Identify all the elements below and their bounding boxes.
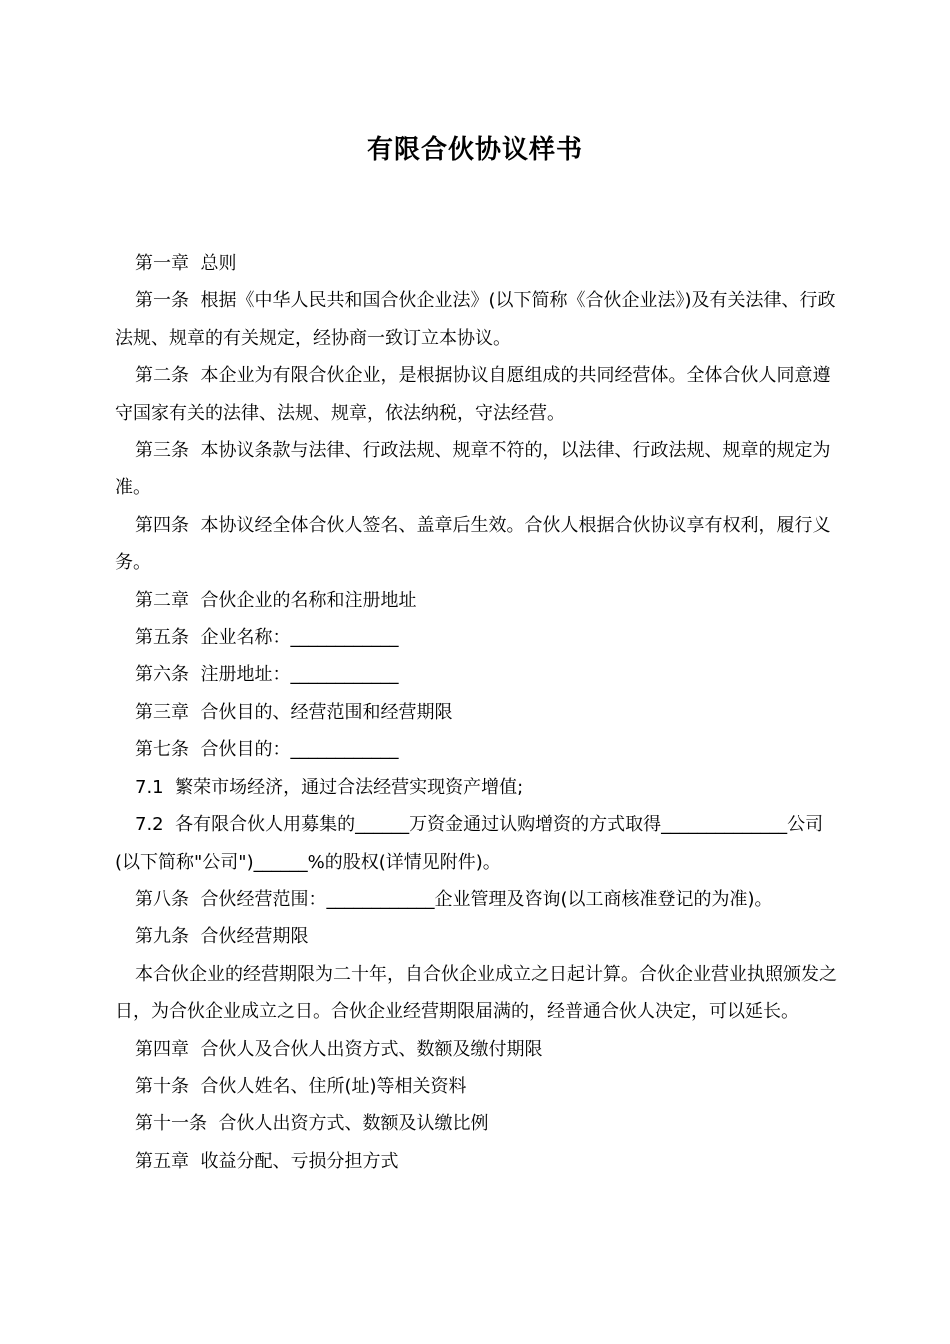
chapter-5-heading: 第五章 收益分配、亏损分担方式 bbox=[135, 1150, 399, 1172]
clause-7-1: 7.1 繁荣市场经济，通过合法经营实现资产增值; bbox=[135, 776, 524, 798]
chapter-4-heading: 第四章 合伙人及合伙人出资方式、数额及缴付期限 bbox=[135, 1038, 543, 1060]
article-11: 第十一条 合伙人出资方式、数额及认缴比例 bbox=[135, 1113, 489, 1135]
article-8: 第八条 合伙经营范围：____________企业管理及咨询(以工商核准登记的为准)。 bbox=[135, 888, 773, 910]
article-10: 第十条 合伙人姓名、住所(址)等相关资料 bbox=[135, 1075, 467, 1097]
article-9: 第九条 合伙经营期限 bbox=[135, 926, 309, 948]
article-3: 第三条 本协议条款与法律、行政法规、规章不符的，以法律、行政法规、规章的规定为准。 bbox=[115, 440, 831, 499]
article-2: 第二条 本企业为有限合伙企业，是根据协议自愿组成的共同经营体。全体合伙人同意遵守国家有关的法律、法规、规章，依法纳税，守法经营。 bbox=[115, 365, 831, 424]
article-5: 第五条 企业名称：____________ bbox=[135, 627, 399, 649]
document-title: 有限合伙协议样书 bbox=[366, 135, 583, 165]
article-4: 第四条 本协议经全体合伙人签名、盖章后生效。合伙人根据合伙协议享有权利，履行义务。 bbox=[115, 514, 831, 574]
chapter-2-heading: 第二章 合伙企业的名称和注册地址 bbox=[135, 589, 417, 611]
clause-7-2: 7.2 各有限合伙人用募集的______万资金通过认购增资的方式取得______________公司(以下简称"公司")______%的股权(详情见附件)。 bbox=[115, 814, 824, 873]
article-1: 第一条 根据《中华人民共和国合伙企业法》(以下简称《合伙企业法》)及有关法律、行政法规、规章的有关规定，经协商一致订立本协议。 bbox=[115, 290, 836, 349]
article-6: 第六条 注册地址：____________ bbox=[135, 664, 399, 686]
chapter-3-heading: 第三章 合伙目的、经营范围和经营期限 bbox=[135, 701, 453, 723]
article-7: 第七条 合伙目的：____________ bbox=[135, 739, 399, 761]
chapter-1-heading: 第一章 总则 bbox=[135, 253, 237, 274]
article-9-body: 本合伙企业的经营期限为二十年，自合伙企业成立之日起计算。合伙企业营业执照颁发之日，为合伙企业成立之日。合伙企业经营期限届满的，经普通合伙人决定，可以延长。 bbox=[115, 963, 837, 1023]
document-body bbox=[115, 245, 840, 1180]
